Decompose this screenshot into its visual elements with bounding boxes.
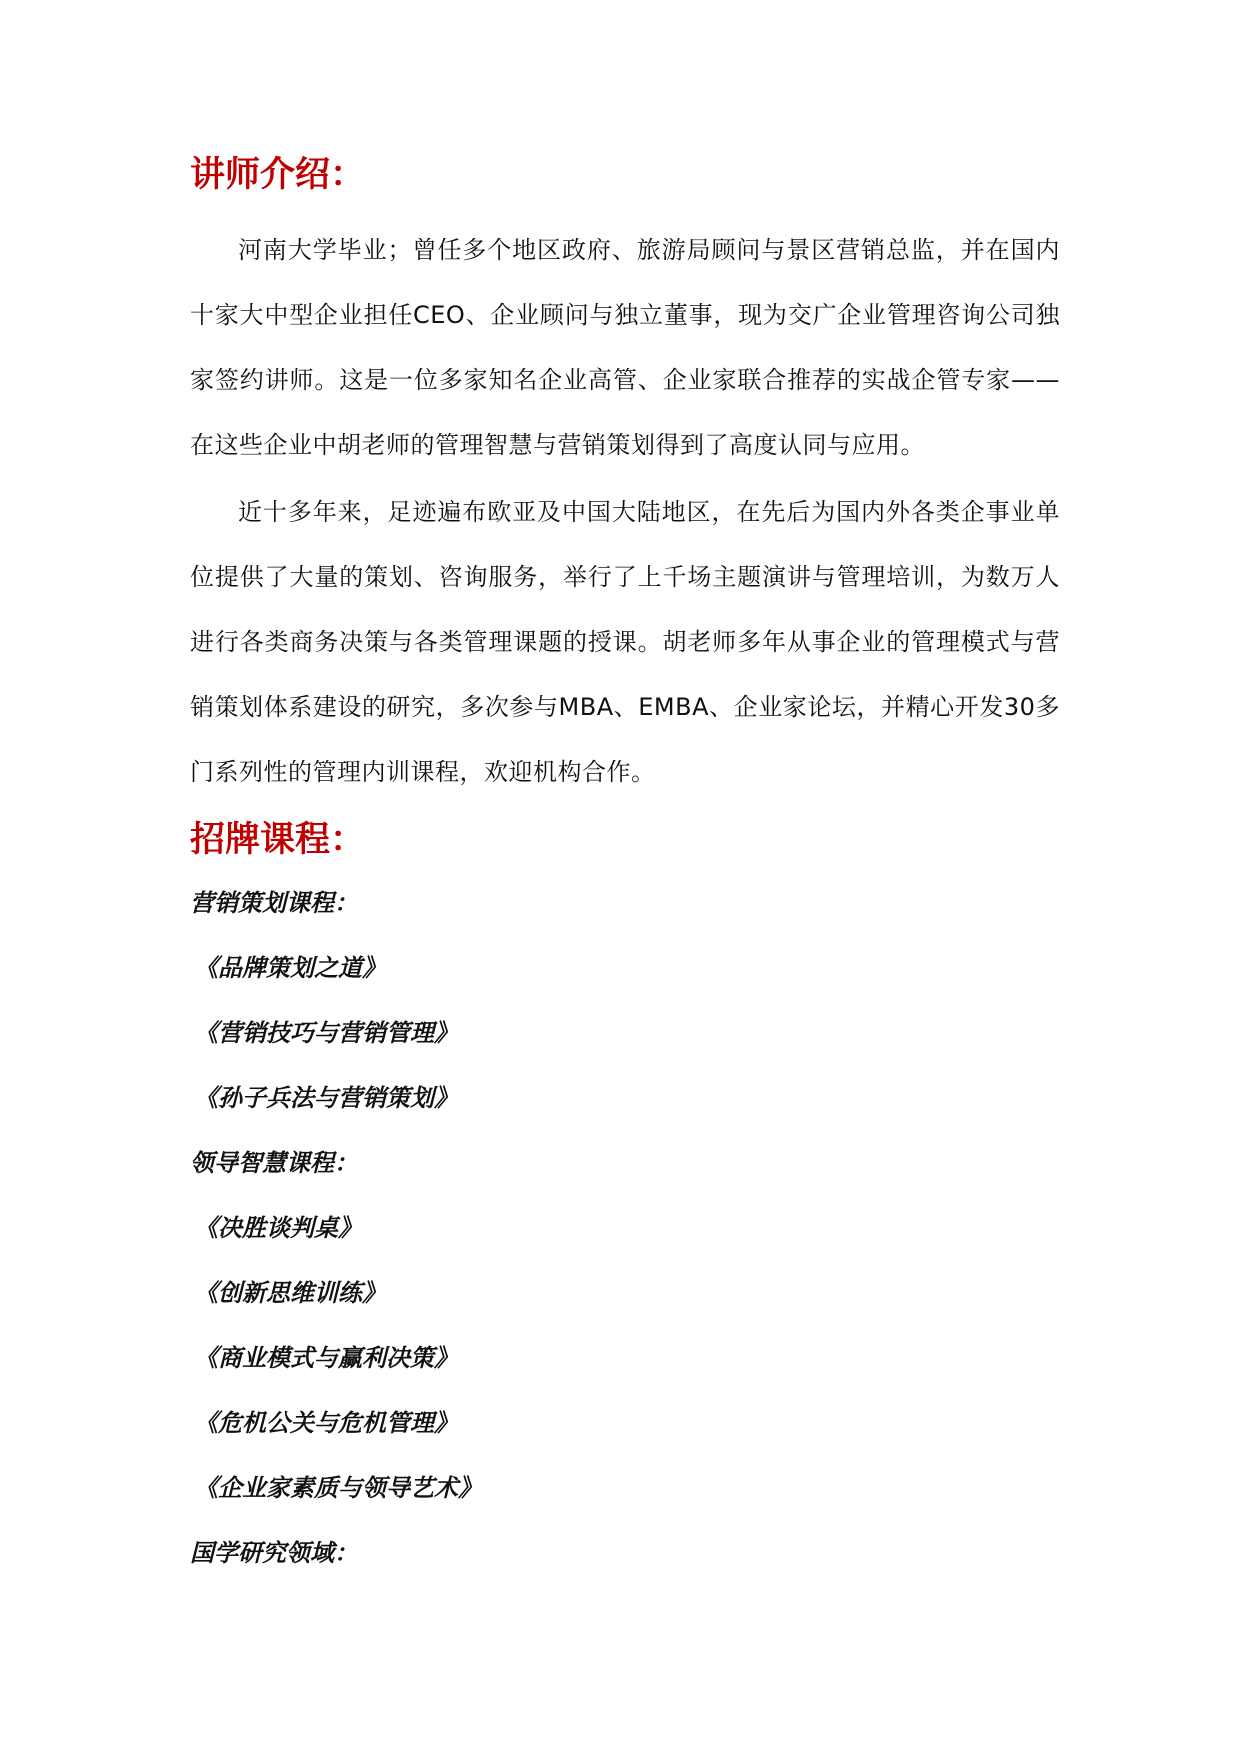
category-sinology: 国学研究领域：	[190, 1539, 358, 1567]
course-item: 《商业模式与赢利决策》	[194, 1344, 458, 1372]
course-item: 《孙子兵法与营销策划》	[194, 1084, 458, 1112]
category-marketing: 营销策划课程：	[190, 889, 358, 917]
course-list	[190, 871, 1060, 1586]
course-item: 《创新思维训练》	[194, 1279, 386, 1307]
document-page	[190, 150, 1060, 1586]
course-item: 《营销技巧与营销管理》	[194, 1019, 458, 1047]
course-item: 《危机公关与危机管理》	[194, 1409, 458, 1437]
trainer-paragraph-1: 河南大学毕业；曾任多个地区政府、旅游局顾问与景区营销总监，并在国内十家大中型企业担任CEO、企业顾问与独立董事，现为交广企业管理咨询公司独家签约讲师。这是一位多家知名企业高管、企业家联合推荐的实战企管专家——在这些企业中胡老师的管理智慧与营销策划得到了高度认同与应用。	[190, 236, 1060, 459]
course-item: 《决胜谈判桌》	[194, 1214, 362, 1242]
trainer-paragraph-2: 近十多年来，足迹遍布欧亚及中国大陆地区，在先后为国内外各类企事业单位提供了大量的策划、咨询服务，举行了上千场主题演讲与管理培训，为数万人进行各类商务决策与各类管理课题的授课。胡老师多年从事企业的管理模式与营销策划体系建设的研究，多次参与MBA、EMBA、企业家论坛，并精心开发30多门系列性的管理内训课程，欢迎机构合作。	[190, 498, 1060, 786]
category-leadership: 领导智慧课程：	[190, 1149, 358, 1177]
course-item: 《品牌策划之道》	[194, 954, 386, 982]
courses-section-title: 招牌课程：	[190, 820, 366, 860]
trainer-section-title: 讲师介绍：	[190, 155, 366, 195]
course-item: 《企业家素质与领导艺术》	[194, 1474, 482, 1502]
